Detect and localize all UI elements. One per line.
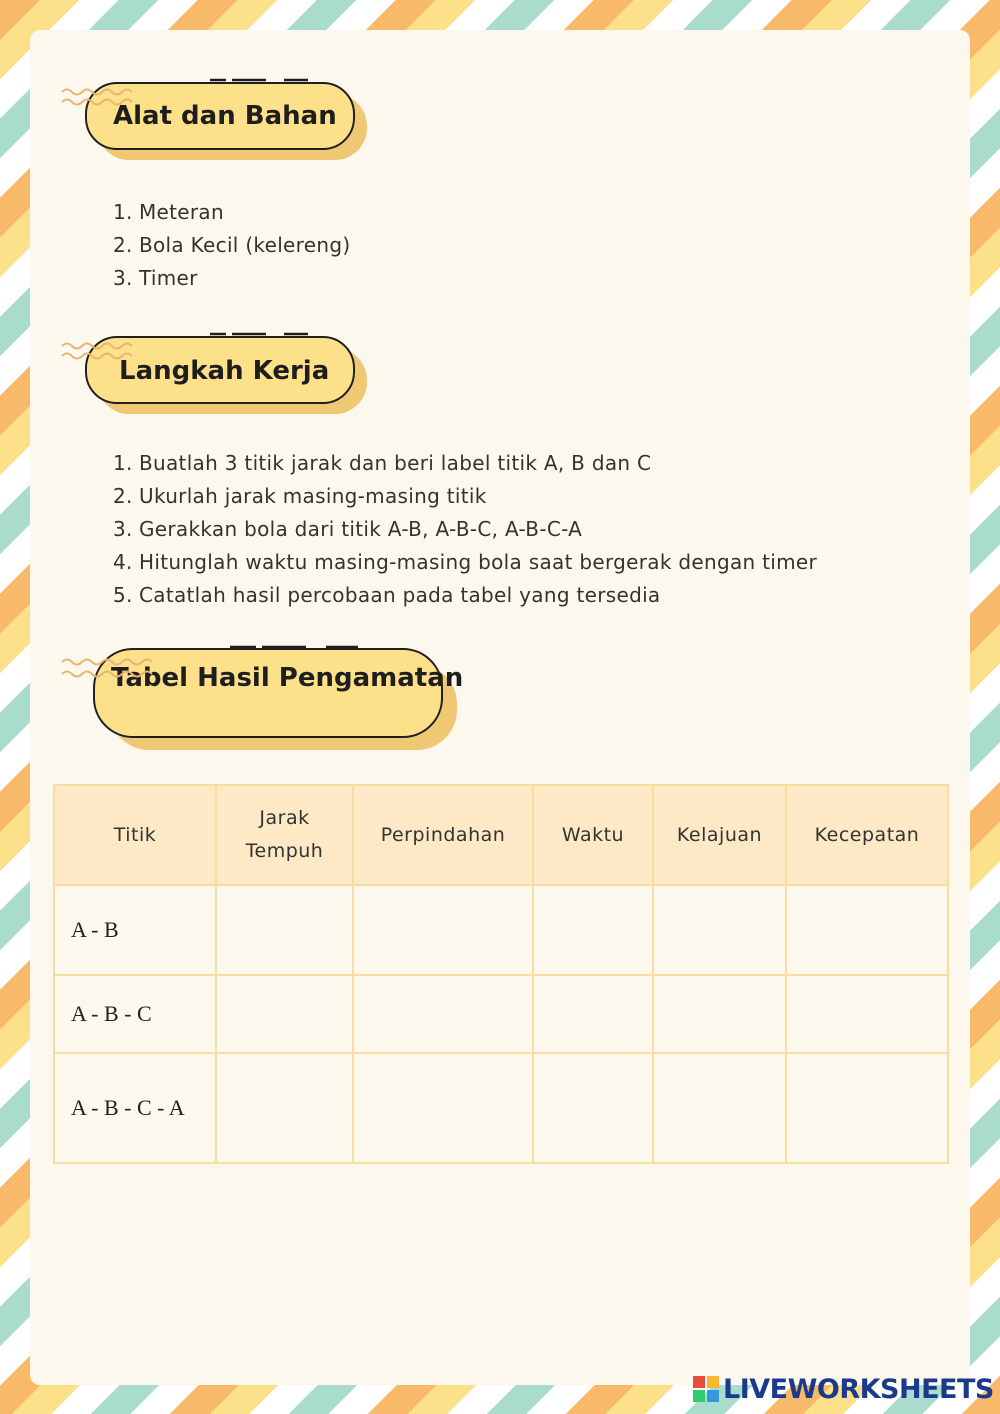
cell-perpindahan[interactable]	[353, 975, 533, 1053]
liveworksheets-blocks-icon	[693, 1376, 719, 1402]
steps-list	[113, 447, 817, 612]
table-row	[54, 1053, 948, 1163]
squiggle-decoration-icon	[60, 656, 160, 682]
section-title-steps: Langkah Kerja	[119, 356, 330, 386]
list-item: 4. Hitunglah waktu masing-masing bola saat bergerak dengan timer	[113, 550, 818, 574]
dash-decoration-icon	[210, 76, 310, 84]
cell-kecepatan[interactable]	[786, 975, 948, 1053]
cell-jarak-tempuh[interactable]	[216, 885, 353, 975]
squiggle-decoration-icon	[60, 340, 138, 364]
row-label: A - B - C	[54, 975, 216, 1053]
list-item: 5. Catatlah hasil percobaan pada tabel yang tersedia	[113, 583, 661, 607]
list-item: 2. Bola Kecil (kelereng)	[113, 233, 351, 257]
cell-waktu[interactable]	[533, 975, 653, 1053]
header-jarak-tempuh: Jarak Tempuh	[216, 785, 353, 885]
cell-kecepatan[interactable]	[786, 1053, 948, 1163]
tools-list	[113, 196, 350, 295]
list-item: 3. Gerakkan bola dari titik A-B, A-B-C, A-B-C-A	[113, 517, 583, 541]
dash-decoration-icon	[230, 643, 360, 651]
header-kecepatan: Kecepatan	[786, 785, 948, 885]
cell-kelajuan[interactable]	[653, 975, 786, 1053]
header-kelajuan: Kelajuan	[653, 785, 786, 885]
cell-kelajuan[interactable]	[653, 885, 786, 975]
observation-table	[53, 784, 949, 1164]
row-label: A - B	[54, 885, 216, 975]
cell-kelajuan[interactable]	[653, 1053, 786, 1163]
header-perpindahan: Perpindahan	[353, 785, 533, 885]
list-item: 3. Timer	[113, 266, 198, 290]
table-header-row	[54, 785, 948, 885]
cell-jarak-tempuh[interactable]	[216, 975, 353, 1053]
cell-perpindahan[interactable]	[353, 885, 533, 975]
section-title-table: Tabel Hasil Pengamatan	[111, 663, 464, 693]
list-item: 1. Meteran	[113, 200, 224, 224]
logo-text: LIVEWORKSHEETS	[723, 1373, 994, 1405]
cell-perpindahan[interactable]	[353, 1053, 533, 1163]
header-waktu: Waktu	[533, 785, 653, 885]
dash-decoration-icon	[210, 330, 310, 338]
list-item: 1. Buatlah 3 titik jarak dan beri label titik A, B dan C	[113, 451, 652, 475]
table-row	[54, 885, 948, 975]
cell-jarak-tempuh[interactable]	[216, 1053, 353, 1163]
cell-waktu[interactable]	[533, 885, 653, 975]
cell-kecepatan[interactable]	[786, 885, 948, 975]
header-titik: Titik	[54, 785, 216, 885]
section-title-tools: Alat dan Bahan	[113, 101, 337, 131]
cell-waktu[interactable]	[533, 1053, 653, 1163]
liveworksheets-logo[interactable]	[693, 1372, 994, 1406]
squiggle-decoration-icon	[60, 86, 138, 110]
row-label: A - B - C - A	[54, 1053, 216, 1163]
table-row	[54, 975, 948, 1053]
list-item: 2. Ukurlah jarak masing-masing titik	[113, 484, 487, 508]
